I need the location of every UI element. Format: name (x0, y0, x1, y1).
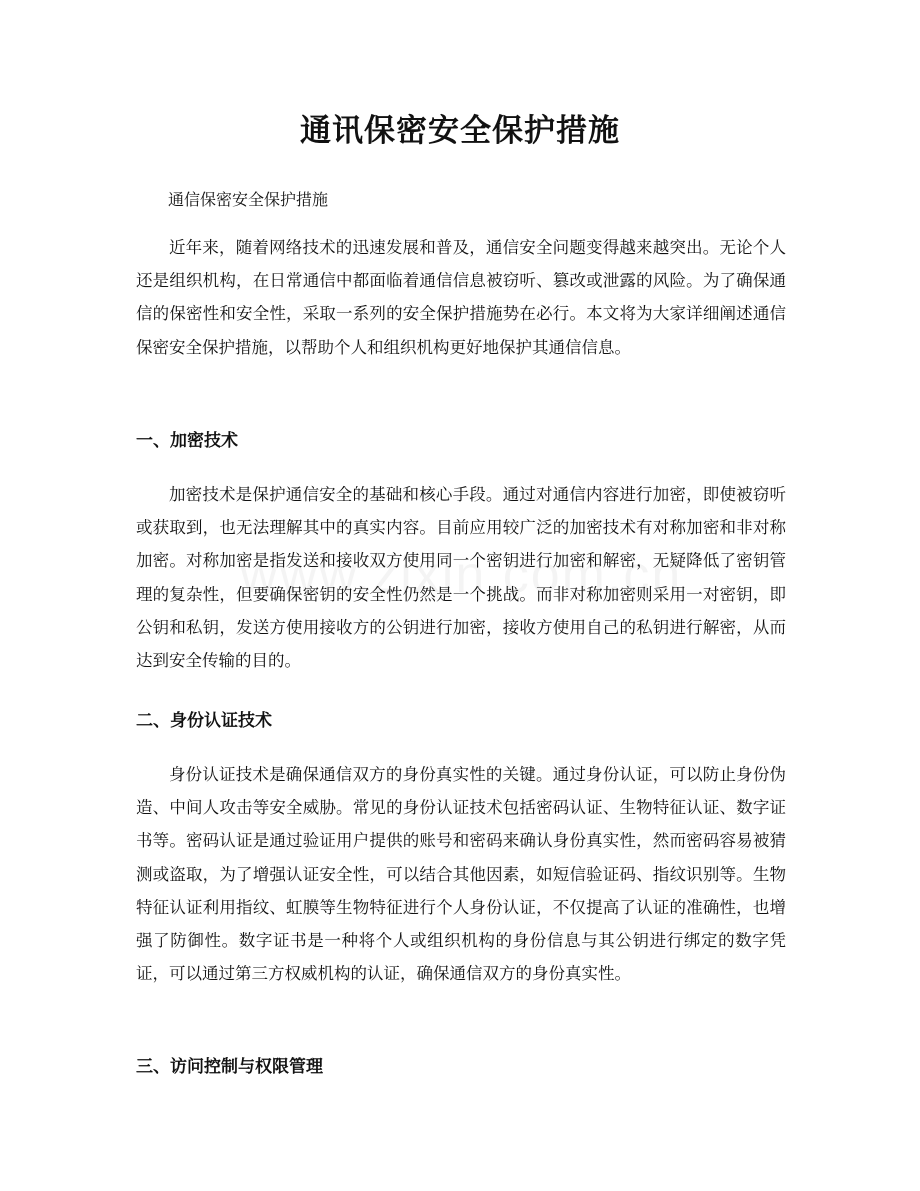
section-body-encryption: 加密技术是保护通信安全的基础和核心手段。通过对通信内容进行加密，即使被窃听或获取到，也无法理解其中的真实内容。目前应用较广泛的加密技术有对称加密和非对称加密。对称加密是指发送和接收双方使用同一个密钥进行加密和解密，无疑降低了密钥管理的复杂性，但要确保密钥的安全性仍然是一个挑战。而非对称加密则采用一对密钥，即公钥和私钥，发送方使用接收方的公钥进行加密，接收方使用自己的私钥进行解密，从而达到安全传输的目的。 (136, 485, 786, 671)
section-heading-authentication: 二、身份认证技术 (136, 711, 272, 731)
document-subtitle: 通信保密安全保护措施 (168, 190, 329, 209)
section-heading-access-control: 三、访问控制与权限管理 (136, 1057, 323, 1077)
section-body-authentication: 身份认证技术是确保通信双方的身份真实性的关键。通过身份认证，可以防止身份伪造、中间人攻击等安全威胁。常见的身份认证技术包括密码认证、生物特征认证、数字证书等。密码认证是通过验证用户提供的账号和密码来确认身份真实性，然而密码容易被猜测或盗取，为了增强认证安全性，可以结合其他因素，如短信验证码、指纹识别等。生物特征认证利用指纹、虹膜等生物特征进行个人身份认证，不仅提高了认证的准确性，也增强了防御性。数字证书是一种将个人或组织机构的身份信息与其公钥进行绑定的数字凭证，可以通过第三方权威机构的认证，确保通信双方的身份真实性。 (136, 765, 786, 984)
intro-paragraph: 近年来，随着网络技术的迅速发展和普及，通信安全问题变得越来越突出。无论个人还是组织机构，在日常通信中都面临着通信信息被窃听、篡改或泄露的风险。为了确保通信的保密性和安全性，采取一系列的安全保护措施势在必行。本文将为大家详细阐述通信保密安全保护措施，以帮助个人和组织机构更好地保护其通信信息。 (136, 238, 786, 357)
document-title: 通讯保密安全保护措施 (300, 113, 620, 149)
section-heading-encryption: 一、加密技术 (136, 431, 238, 451)
